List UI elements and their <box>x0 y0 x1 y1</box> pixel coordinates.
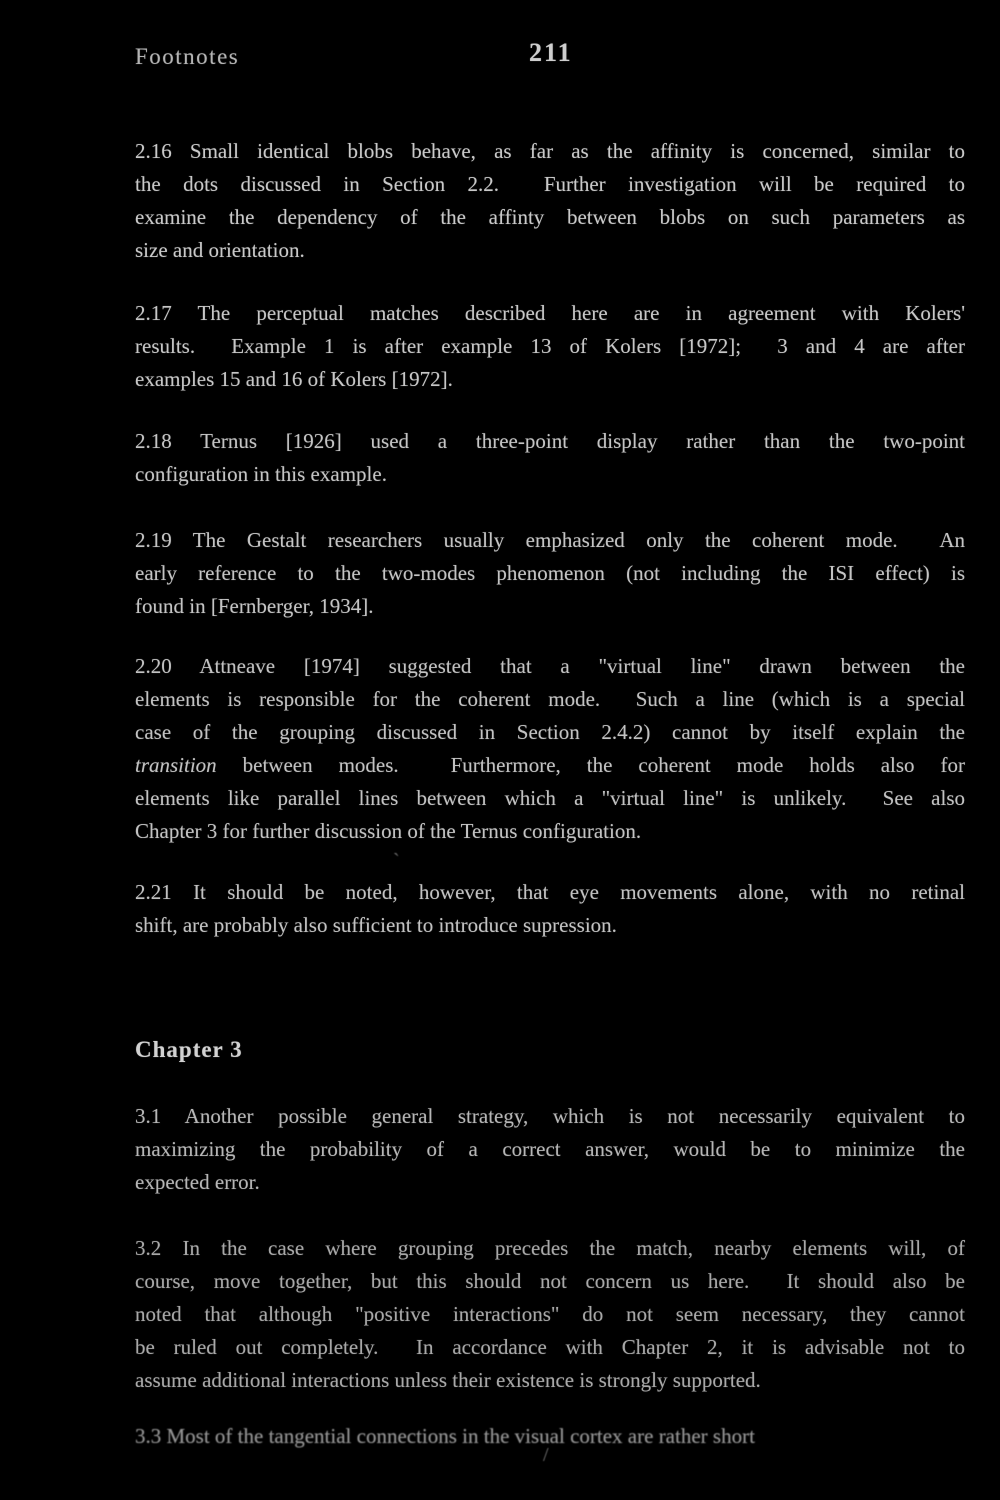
footnote-line: shift, are probably also sufficient to introduce supression. <box>135 913 617 937</box>
footnote-line: size and orientation. <box>135 238 305 262</box>
footnote-3.2 <box>135 1232 965 1397</box>
footnote-line: found in [Fernberger, 1934]. <box>135 594 374 618</box>
footnote-3.1 <box>135 1100 965 1199</box>
footnote-line: maximizing the probability of a correct answer, would be to minimize the <box>135 1137 965 1161</box>
footnote-line: expected error. <box>135 1170 260 1194</box>
footnote-line: early reference to the two-modes phenomenon (not including the ISI effect) is <box>135 561 965 585</box>
page-header <box>135 38 965 72</box>
footnote-line: 2.21 It should be noted, however, that eye movements alone, with no retinal <box>135 880 965 904</box>
footnote-2.20 <box>135 650 965 848</box>
footnotes-body <box>135 135 965 1453</box>
footnote-line: assume additional interactions unless their existence is strongly supported. <box>135 1368 761 1392</box>
scan-artifact: ` <box>393 850 400 872</box>
footnote-line: 3.1 Another possible general strategy, which is not necessarily equivalent to <box>135 1104 965 1128</box>
footnote-line: course, move together, but this should not concern us here. It should also be <box>135 1269 965 1293</box>
footnote-3.3 <box>135 1420 965 1453</box>
footnote-2.16 <box>135 135 965 267</box>
footnote-line: Chapter 3 for further discussion of the Ternus configuration. <box>135 819 642 843</box>
footnote-line: noted that although "positive interactions" do not seem necessary, they cannot <box>135 1302 965 1326</box>
page-content <box>135 0 965 1453</box>
footnote-line: 2.17 The perceptual matches described here are in agreement with Kolers' <box>135 301 965 325</box>
footnote-2.17 <box>135 297 965 396</box>
footnote-line: configuration in this example. <box>135 462 387 486</box>
footnote-line: examine the dependency of the affinty between blobs on such parameters as <box>135 205 965 229</box>
footnote-2.18 <box>135 425 965 491</box>
page-number: 211 <box>529 38 573 67</box>
chapter-heading: Chapter 3 <box>135 1037 243 1062</box>
footnote-line: be ruled out completely. In accordance with Chapter 2, it is advisable not to <box>135 1335 965 1359</box>
running-head: Footnotes <box>135 44 240 69</box>
footnote-2.21 <box>135 876 965 942</box>
footnote-line: the dots discussed in Section 2.2. Further investigation will be required to <box>135 172 965 196</box>
footnote-2.19 <box>135 524 965 623</box>
footnote-line: 3.3 Most of the tangential connections in the visual cortex are rather short <box>135 1424 755 1448</box>
footnote-line: elements like parallel lines between which a "virtual line" is unlikely. See also <box>135 786 965 810</box>
footnote-line: 2.18 Ternus [1926] used a three-point display rather than the two-point <box>135 429 965 453</box>
footnote-line: case of the grouping discussed in Section 2.4.2) cannot by itself explain the <box>135 720 965 744</box>
footnote-line: results. Example 1 is after example 13 of Kolers [1972]; 3 and 4 are after <box>135 334 965 358</box>
footnote-line: 2.20 Attneave [1974] suggested that a "virtual line" drawn between the <box>135 654 965 678</box>
footnote-line: elements is responsible for the coherent mode. Such a line (which is a special <box>135 687 965 711</box>
scan-artifact: / <box>543 1444 549 1466</box>
footnote-line: 2.19 The Gestalt researchers usually emphasized only the coherent mode. An <box>135 528 965 552</box>
footnote-line: 3.2 In the case where grouping precedes the match, nearby elements will, of <box>135 1236 965 1260</box>
footnote-line: 2.16 Small identical blobs behave, as far as the affinity is concerned, similar to <box>135 139 965 163</box>
footnote-line: examples 15 and 16 of Kolers [1972]. <box>135 367 453 391</box>
footnote-line: transition between modes. Furthermore, the coherent mode holds also for <box>135 753 965 777</box>
